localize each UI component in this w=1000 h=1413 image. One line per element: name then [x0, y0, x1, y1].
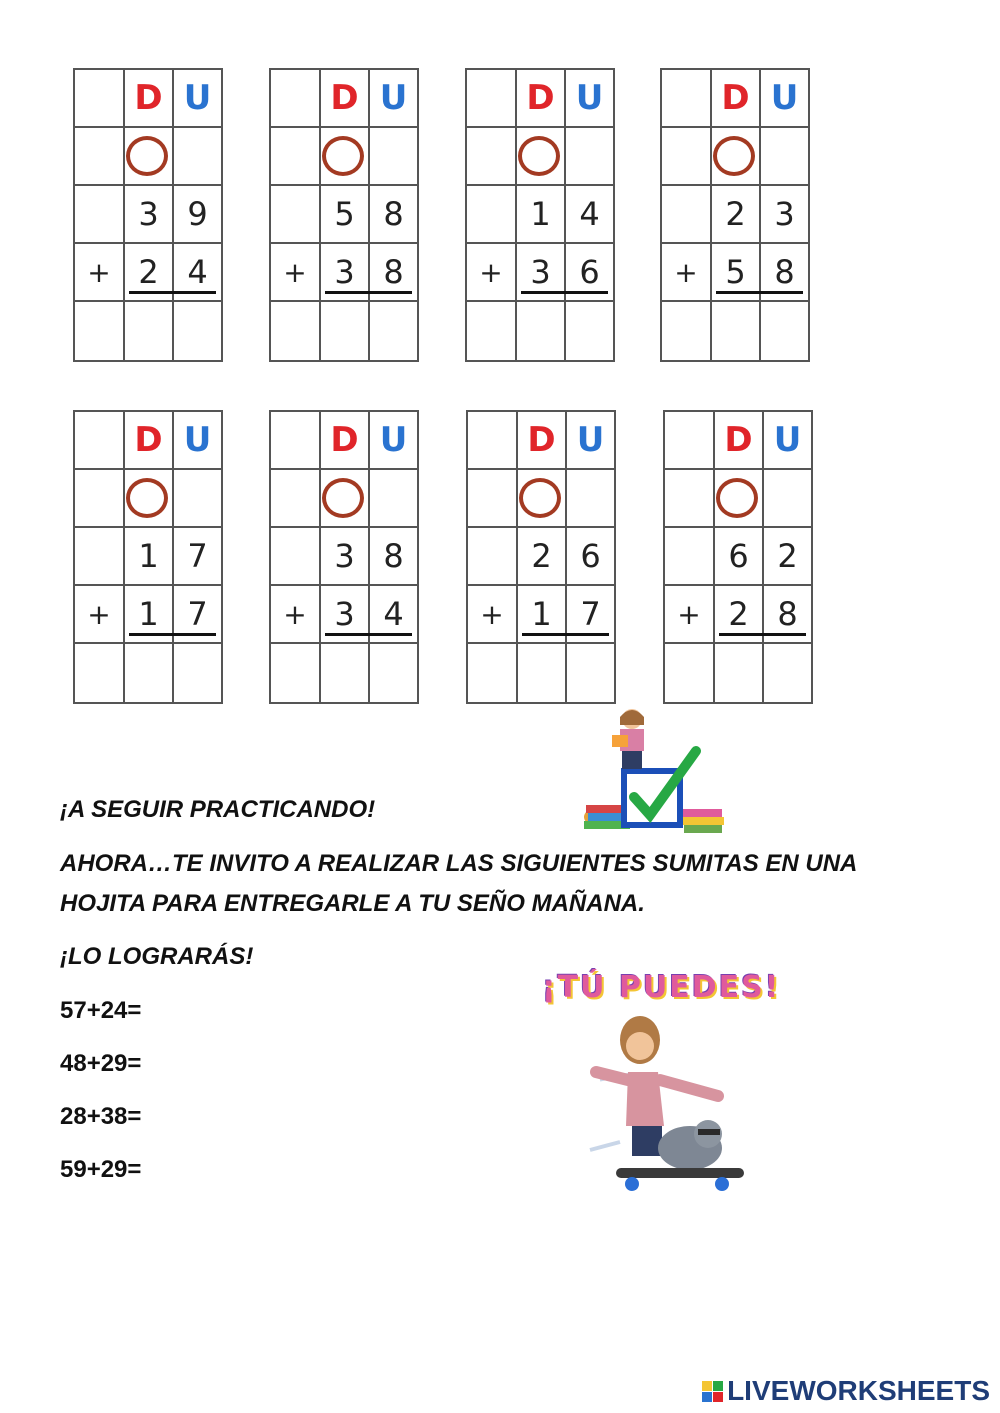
plus-sign: + [468, 586, 518, 644]
units-header: U [370, 412, 419, 470]
digit: 1 [531, 595, 552, 633]
addend1-tens: 2 [712, 186, 761, 244]
answer-hundreds-cell[interactable] [75, 302, 125, 362]
plus-sign: + [662, 244, 712, 302]
liveworksheets-logo-icon [702, 1381, 723, 1402]
answer-tens-cell[interactable] [321, 302, 370, 362]
addend2-tens [125, 586, 174, 644]
addend1-tens: 1 [125, 528, 174, 586]
carry-cell[interactable] [715, 470, 764, 528]
addend2-tens [321, 244, 370, 302]
carry-circle-icon [126, 136, 168, 176]
answer-hundreds-cell[interactable] [662, 302, 712, 362]
carry-cell[interactable] [517, 128, 566, 186]
units-header: U [764, 412, 813, 470]
grid-cell [467, 186, 517, 244]
carry-cell[interactable] [321, 128, 370, 186]
grid-cell [761, 128, 810, 186]
reading-checkmark-illustration [578, 705, 728, 840]
answer-hundreds-cell[interactable] [665, 644, 715, 704]
addend2-tens [517, 244, 566, 302]
answer-hundreds-cell[interactable] [468, 644, 518, 704]
brand-name: LIVEWORKSHEETS [727, 1375, 990, 1406]
addend2-units: 6 [566, 244, 615, 302]
digit: 3 [334, 253, 355, 291]
grid-cell [75, 128, 125, 186]
addend2-units: 8 [761, 244, 810, 302]
exercise-1: 57+24= [60, 997, 142, 1024]
grid-cell [665, 528, 715, 586]
grid-cell [174, 128, 223, 186]
carry-cell[interactable] [712, 128, 761, 186]
addend2-units: 8 [370, 244, 419, 302]
answer-units-cell[interactable] [370, 644, 419, 704]
digit: 3 [334, 595, 355, 633]
grid-cell [468, 412, 518, 470]
answer-tens-cell[interactable] [715, 644, 764, 704]
plus-sign: + [665, 586, 715, 644]
grid-cell [467, 128, 517, 186]
instruction-line-2: HOJITA PARA ENTREGARLE A TU SEÑO MAÑANA. [60, 890, 645, 917]
sum-grid-1 [73, 68, 223, 362]
addend1-units: 4 [566, 186, 615, 244]
sum-grid-8 [663, 410, 813, 704]
answer-units-cell[interactable] [566, 302, 615, 362]
carry-cell[interactable] [518, 470, 567, 528]
grid-cell [174, 470, 223, 528]
carry-circle-icon [518, 136, 560, 176]
digit: 1 [138, 595, 159, 633]
addend2-tens [715, 586, 764, 644]
tens-header: D [518, 412, 567, 470]
sum-grid-4 [660, 68, 810, 362]
grid-cell [662, 128, 712, 186]
grid-cell [75, 70, 125, 128]
carry-cell[interactable] [321, 470, 370, 528]
answer-units-cell[interactable] [567, 644, 616, 704]
addend2-tens [712, 244, 761, 302]
grid-cell [271, 528, 321, 586]
carry-circle-icon [322, 478, 364, 518]
answer-tens-cell[interactable] [125, 302, 174, 362]
instruction-line-1: AHORA…TE INVITO A REALIZAR LAS SIGUIENTES SUMITAS EN UNA [60, 850, 858, 877]
units-header: U [174, 70, 223, 128]
tens-header: D [517, 70, 566, 128]
grid-cell [665, 412, 715, 470]
answer-tens-cell[interactable] [712, 302, 761, 362]
plus-sign: + [75, 244, 125, 302]
carry-circle-icon [322, 136, 364, 176]
answer-hundreds-cell[interactable] [467, 302, 517, 362]
carry-circle-icon [716, 478, 758, 518]
plus-sign: + [271, 586, 321, 644]
exercise-3: 28+38= [60, 1103, 142, 1130]
exercise-2: 48+29= [60, 1050, 142, 1077]
grid-cell [271, 128, 321, 186]
grid-cell [75, 470, 125, 528]
units-header: U [567, 412, 616, 470]
addend2-units: 7 [567, 586, 616, 644]
grid-cell [370, 128, 419, 186]
answer-units-cell[interactable] [761, 302, 810, 362]
grid-cell [662, 70, 712, 128]
grid-cell [468, 470, 518, 528]
sum-grid-2 [269, 68, 419, 362]
addend1-tens: 1 [517, 186, 566, 244]
liveworksheets-brand [702, 1375, 990, 1407]
addend1-units: 3 [761, 186, 810, 244]
addend1-tens: 5 [321, 186, 370, 244]
addend1-units: 2 [764, 528, 813, 586]
skateboard-girl-illustration [580, 1010, 750, 1205]
addend1-units: 6 [567, 528, 616, 586]
units-header: U [566, 70, 615, 128]
carry-cell[interactable] [125, 470, 174, 528]
addend1-units: 8 [370, 186, 419, 244]
addend1-units: 7 [174, 528, 223, 586]
units-header: U [370, 70, 419, 128]
addend1-tens: 2 [518, 528, 567, 586]
grid-cell [467, 70, 517, 128]
units-header: U [761, 70, 810, 128]
tens-header: D [321, 412, 370, 470]
sum-grid-3 [465, 68, 615, 362]
answer-tens-cell[interactable] [125, 644, 174, 704]
grid-cell [370, 470, 419, 528]
encouragement-text: ¡LO LOGRARÁS! [60, 943, 254, 970]
sum-grid-7 [466, 410, 616, 704]
grid-cell [566, 128, 615, 186]
grid-cell [567, 470, 616, 528]
addend1-tens: 3 [125, 186, 174, 244]
tens-header: D [712, 70, 761, 128]
digit: 5 [725, 253, 746, 291]
answer-units-cell[interactable] [174, 302, 223, 362]
addend1-units: 9 [174, 186, 223, 244]
addend2-tens [518, 586, 567, 644]
grid-cell [665, 470, 715, 528]
units-header: U [174, 412, 223, 470]
tens-header: D [715, 412, 764, 470]
tens-header: D [125, 70, 174, 128]
sum-grid-6 [269, 410, 419, 704]
digit: 2 [138, 253, 159, 291]
grid-cell [662, 186, 712, 244]
digit: 3 [530, 253, 551, 291]
answer-hundreds-cell[interactable] [271, 644, 321, 704]
addend1-units: 8 [370, 528, 419, 586]
digit: 2 [728, 595, 749, 633]
plus-sign: + [75, 586, 125, 644]
plus-sign: + [467, 244, 517, 302]
carry-cell[interactable] [125, 128, 174, 186]
grid-cell [271, 470, 321, 528]
grid-cell [271, 412, 321, 470]
carry-circle-icon [126, 478, 168, 518]
addend2-units: 4 [174, 244, 223, 302]
addend1-tens: 3 [321, 528, 370, 586]
grid-cell [271, 70, 321, 128]
practice-heading: ¡A SEGUIR PRACTICANDO! [60, 796, 376, 823]
answer-hundreds-cell[interactable] [75, 644, 125, 704]
tens-header: D [125, 412, 174, 470]
answer-units-cell[interactable] [370, 302, 419, 362]
grid-cell [75, 186, 125, 244]
grid-cell [764, 470, 813, 528]
answer-tens-cell[interactable] [321, 644, 370, 704]
addend2-units: 7 [174, 586, 223, 644]
grid-cell [468, 528, 518, 586]
carry-circle-icon [713, 136, 755, 176]
grid-cell [75, 528, 125, 586]
addend2-units: 8 [764, 586, 813, 644]
addend1-tens: 6 [715, 528, 764, 586]
tens-header: D [321, 70, 370, 128]
addend2-units: 4 [370, 586, 419, 644]
answer-units-cell[interactable] [174, 644, 223, 704]
sum-grid-5 [73, 410, 223, 704]
plus-sign: + [271, 244, 321, 302]
answer-tens-cell[interactable] [518, 644, 567, 704]
answer-hundreds-cell[interactable] [271, 302, 321, 362]
answer-units-cell[interactable] [764, 644, 813, 704]
exercise-4: 59+29= [60, 1156, 142, 1183]
carry-circle-icon [519, 478, 561, 518]
addend2-tens [125, 244, 174, 302]
addend2-tens [321, 586, 370, 644]
grid-cell [75, 412, 125, 470]
tu-puedes-title: ¡TÚ PUEDES! [542, 970, 781, 1005]
answer-tens-cell[interactable] [517, 302, 566, 362]
grid-cell [271, 186, 321, 244]
